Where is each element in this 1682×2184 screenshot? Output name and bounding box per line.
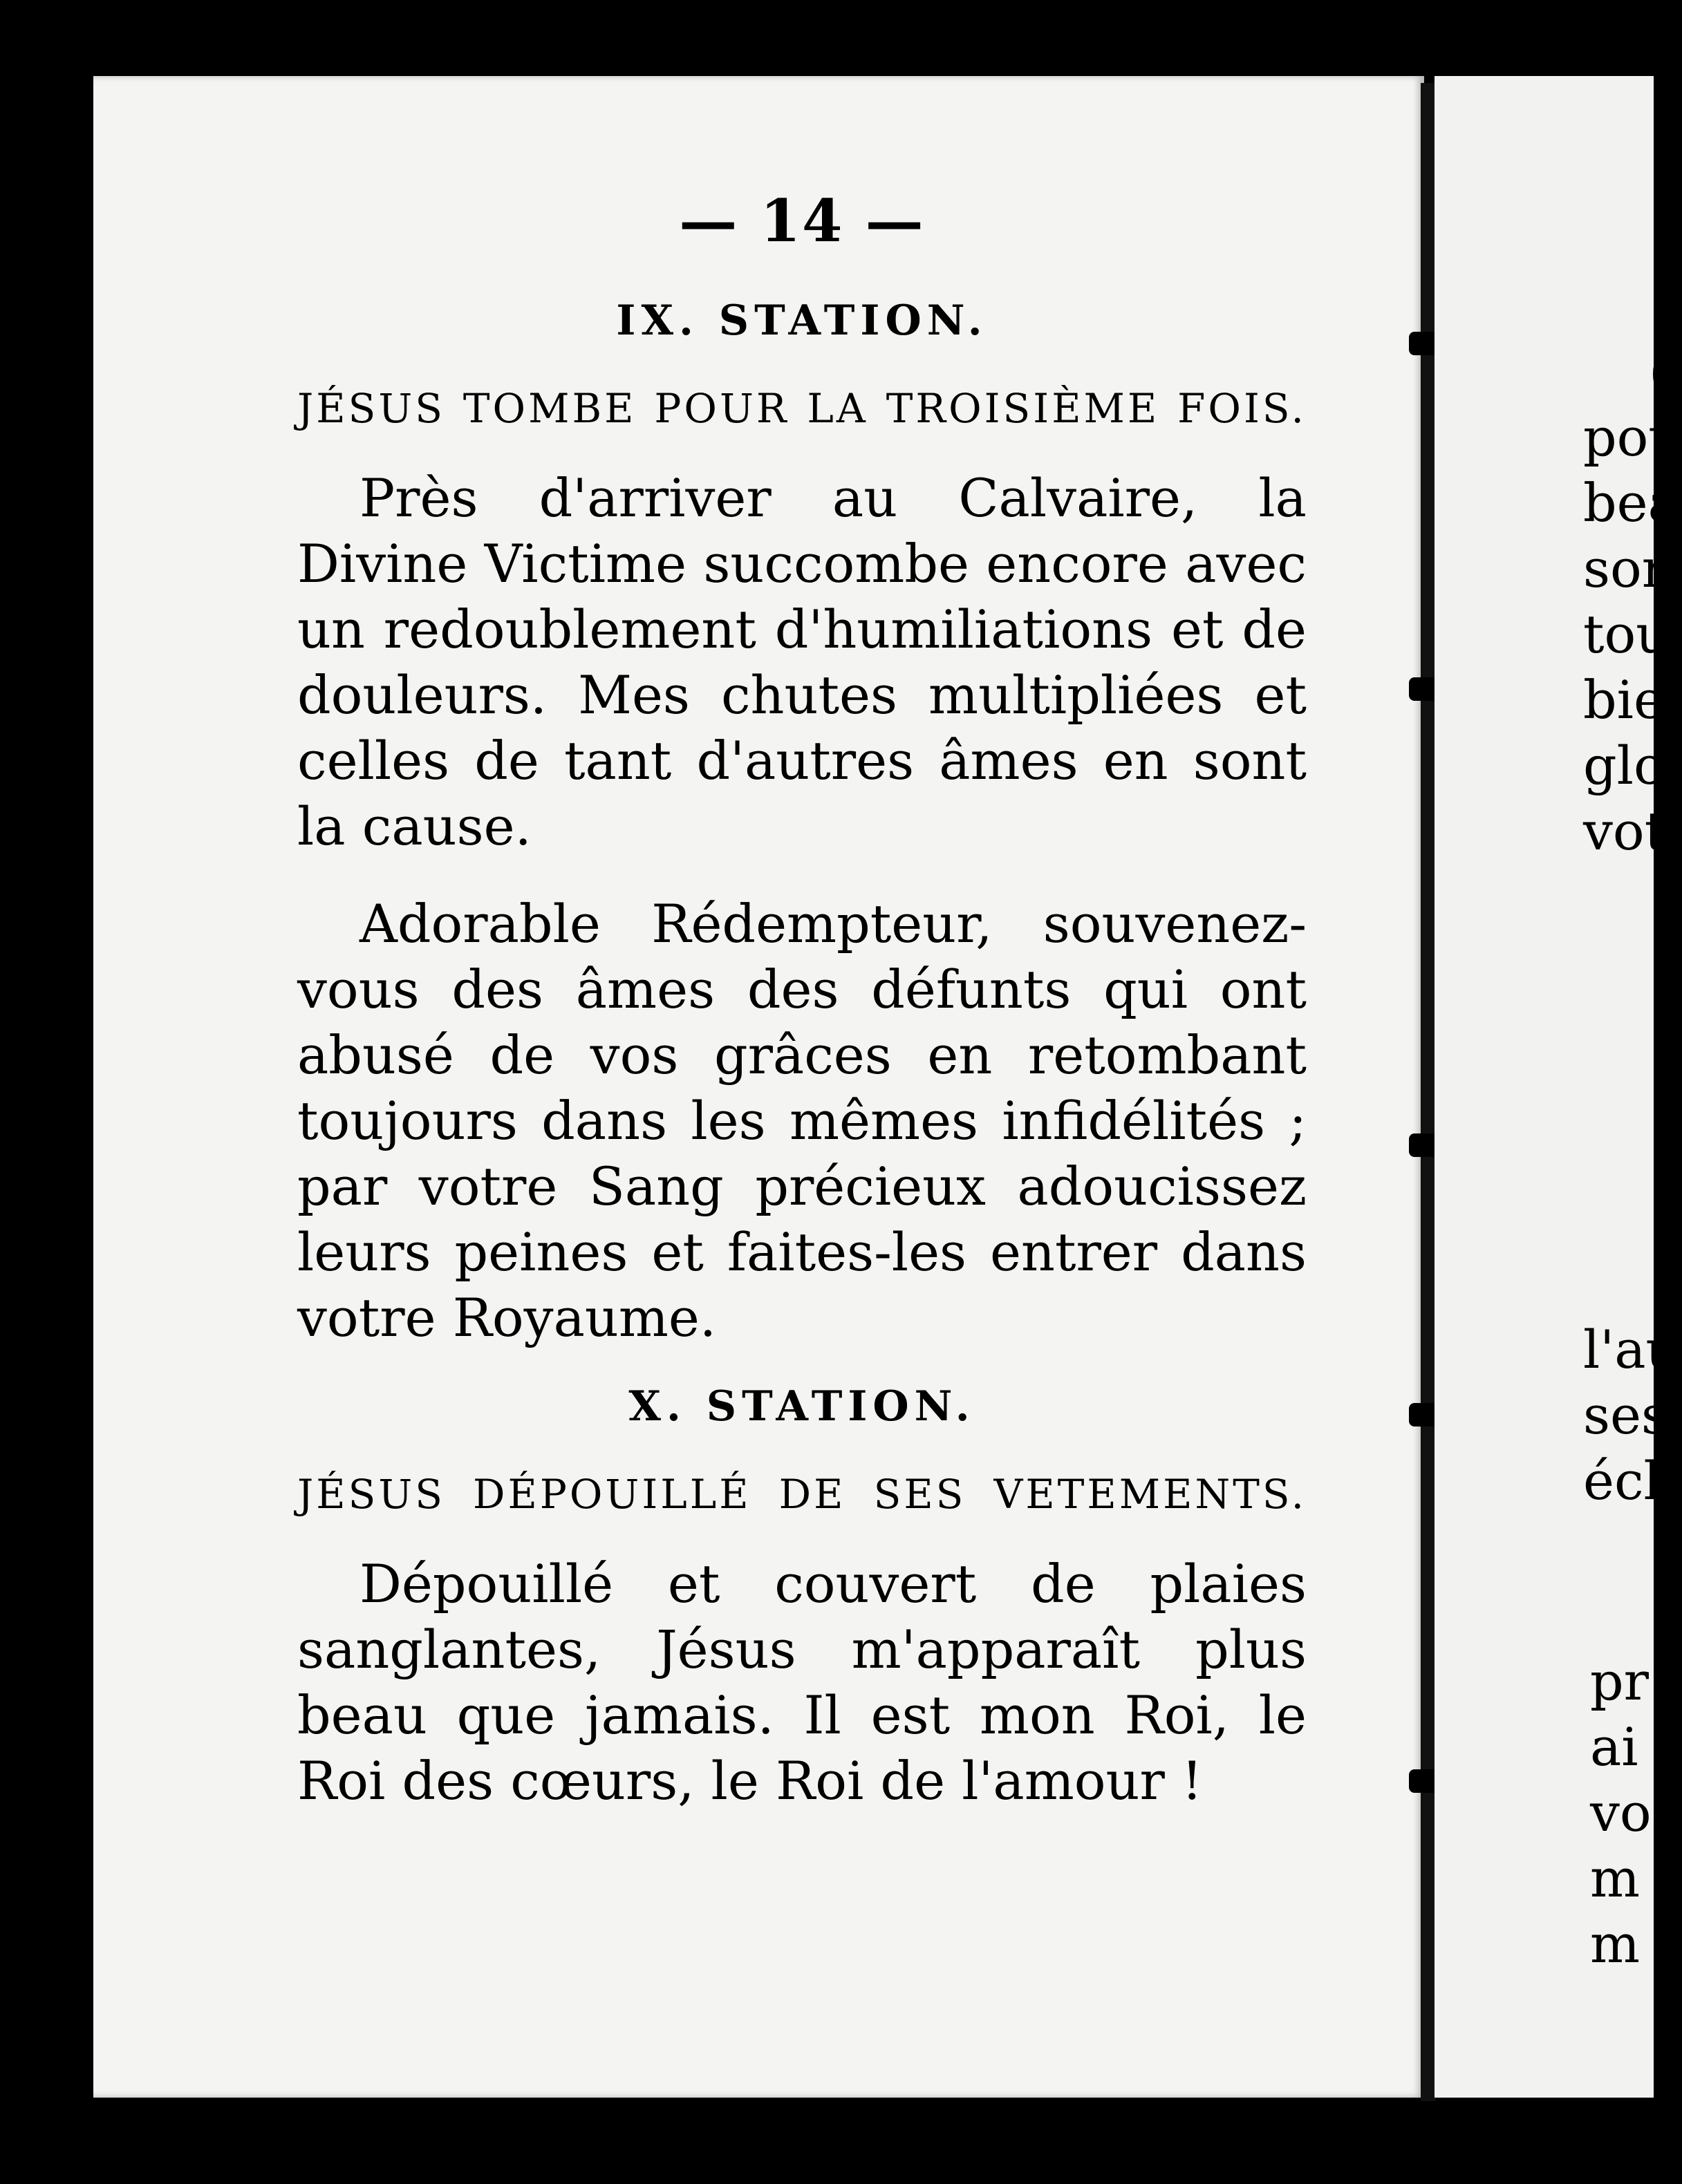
fragment-line: vot (1583, 800, 1666, 862)
facing-page (1435, 76, 1682, 2098)
page-number: — 14 — (679, 187, 925, 255)
station-subtitle: JÉSUS TOMBE POUR LA TROISIÈME FOIS. (297, 385, 1307, 432)
fragment-line: ( (1649, 341, 1670, 402)
fragment-line: sor (1583, 538, 1667, 599)
fragment-line: bie (1583, 669, 1665, 731)
paragraph: Dépouillé et couvert de plaies sanglantes, Jésus m'apparaît plus beau que jamais. Il est mon Roi, le Roi des cœurs, le Roi de l'amour ! (297, 1553, 1307, 1811)
fragment-line: vo (1590, 1782, 1652, 1843)
fragment-line: bea (1583, 472, 1679, 534)
station-subtitle: JÉSUS DÉPOUILLÉ DE SES VETEMENTS. (297, 1471, 1307, 1518)
fragment-line: pr (1590, 1650, 1649, 1712)
fragment-line: l'au (1583, 1319, 1680, 1380)
paragraph: Adorable Rédempteur, souvenez-vous des âmes des défunts qui ont abusé de vos grâces en retombant toujours dans les mêmes infidélités ; par votre Sang précieux adoucissez leurs peines et faites-les entrer dans votre Royaume. (297, 893, 1307, 1348)
fragment-line: ses (1583, 1384, 1668, 1446)
fragment-line: écl (1583, 1450, 1661, 1512)
page-content (297, 187, 1307, 1845)
facing-fragments-middle (1583, 1317, 1679, 1514)
facing-fragments-top (1583, 339, 1682, 864)
paragraph: Près d'arriver au Calvaire, la Divine Victime succombe encore avec un redoublement d'humiliations et de douleurs. Mes chutes multipliées et celles de tant d'autres âmes en sont la cause. (297, 467, 1307, 857)
station-title: IX. STATION. (616, 296, 988, 345)
facing-fragments-bottom (1590, 1648, 1652, 1977)
station-title: X. STATION. (628, 1382, 975, 1431)
station-x (297, 1382, 1307, 1814)
fragment-line: pou (1583, 406, 1682, 468)
fragment-line: glo (1583, 735, 1665, 796)
station-ix (297, 296, 1307, 1350)
fragment-line: m (1590, 1913, 1641, 1975)
fragment-line: m (1590, 1847, 1641, 1909)
book-spine (1421, 83, 1436, 2101)
fragment-line: ai (1590, 1716, 1638, 1778)
fragment-line: tou (1583, 603, 1670, 665)
